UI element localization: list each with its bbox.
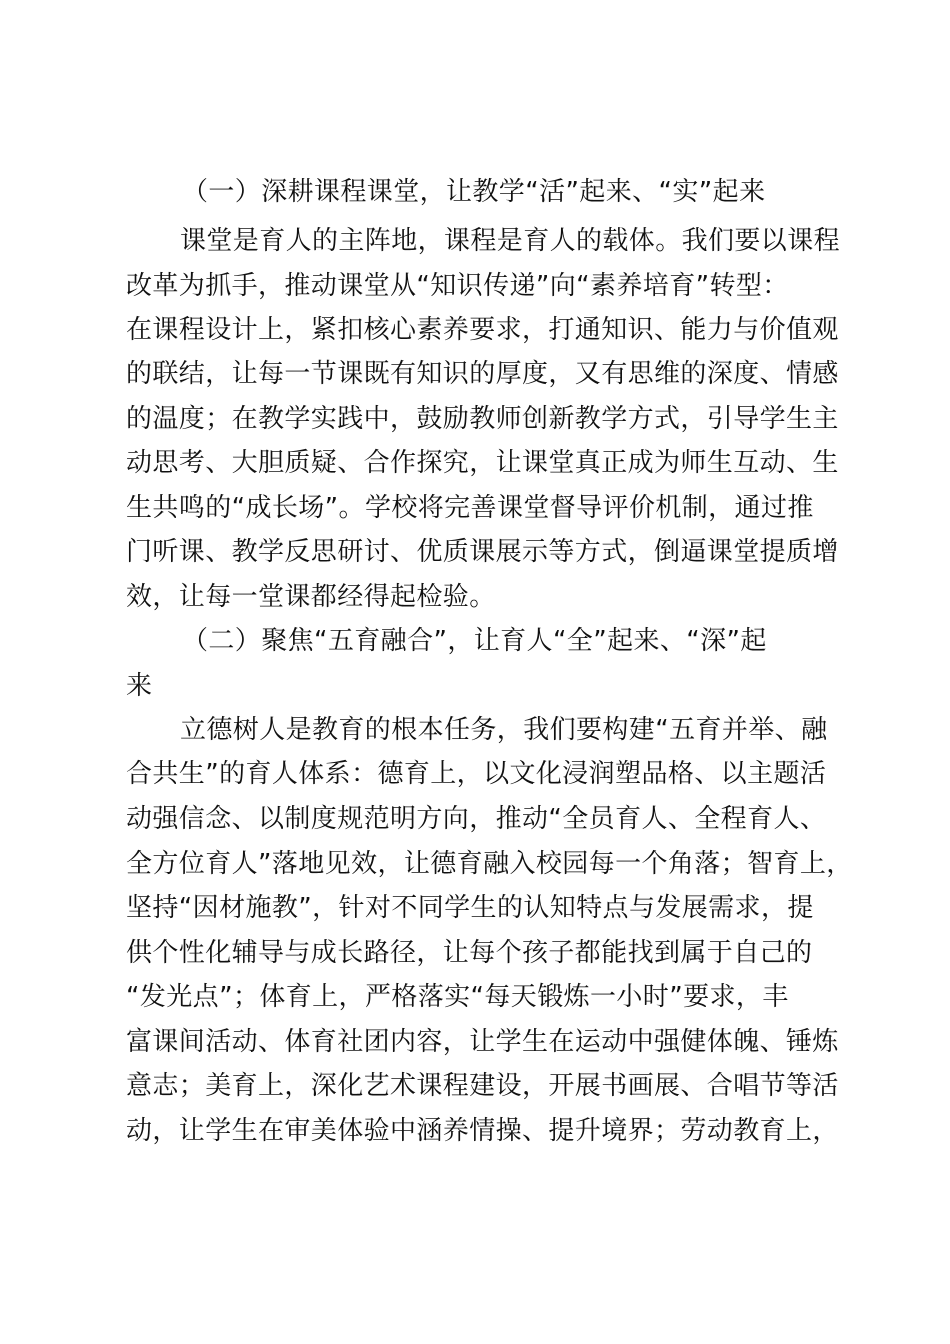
paragraph-line: 坚持“因材施教”，针对不同学生的认知特点与发展需求，提 (126, 893, 814, 923)
paragraph-line: 全方位育人”落地见效，让德育融入校园每一个角落；智育上， (126, 849, 853, 879)
paragraph-line: 在课程设计上，紧扣核心素养要求，打通知识、能力与价值观 (126, 315, 839, 345)
paragraph-line: 的温度；在教学实践中，鼓励教师创新教学方式，引导学生主 (126, 404, 839, 434)
paragraph-line: 生共鸣的“成长场”。学校将完善课堂督导评价机制，通过推 (126, 493, 814, 523)
paragraph-line: 效，让每一堂课都经得起检验。 (126, 582, 496, 612)
paragraph-line: 动，让学生在审美体验中涵养情操、提升境界；劳动教育上， (126, 1116, 839, 1146)
heading-section-2-continued: 来 (126, 671, 153, 701)
paragraph-line: 动思考、大胆质疑、合作探究，让课堂真正成为师生互动、生 (126, 448, 839, 478)
heading-section-1: （一）深耕课程课堂，让教学“活”起来、“实”起来 (182, 177, 766, 207)
paragraph-line: 课堂是育人的主阵地，课程是育人的载体。我们要以课程 (180, 226, 841, 256)
paragraph-line: 的联结，让每一节课既有知识的厚度，又有思维的深度、情感 (126, 359, 839, 389)
paragraph-line: 立德树人是教育的根本任务，我们要构建“五育并举、融 (180, 715, 828, 745)
paragraph-line: 意志；美育上，深化艺术课程建设，开展书画展、合唱节等活 (126, 1071, 839, 1101)
paragraph-line: “发光点”；体育上，严格落实“每天锻炼一小时”要求，丰 (126, 982, 789, 1012)
paragraph-line: 合共生”的育人体系：德育上，以文化浸润塑品格、以主题活 (126, 759, 827, 789)
paragraph-line: 富课间活动、体育社团内容，让学生在运动中强健体魄、锤炼 (126, 1027, 839, 1057)
heading-section-2: （二）聚焦“五育融合”，让育人“全”起来、“深”起 (182, 626, 767, 656)
paragraph-line: 动强信念、以制度规范明方向，推动“全员育人、全程育人、 (126, 804, 827, 834)
paragraph-line: 供个性化辅导与成长路径，让每个孩子都能找到属于自己的 (126, 938, 813, 968)
paragraph-line: 门听课、教学反思研讨、优质课展示等方式，倒逼课堂提质增 (126, 537, 839, 567)
paragraph-line: 改革为抓手，推动课堂从“知识传递”向“素养培育”转型： (126, 271, 789, 301)
